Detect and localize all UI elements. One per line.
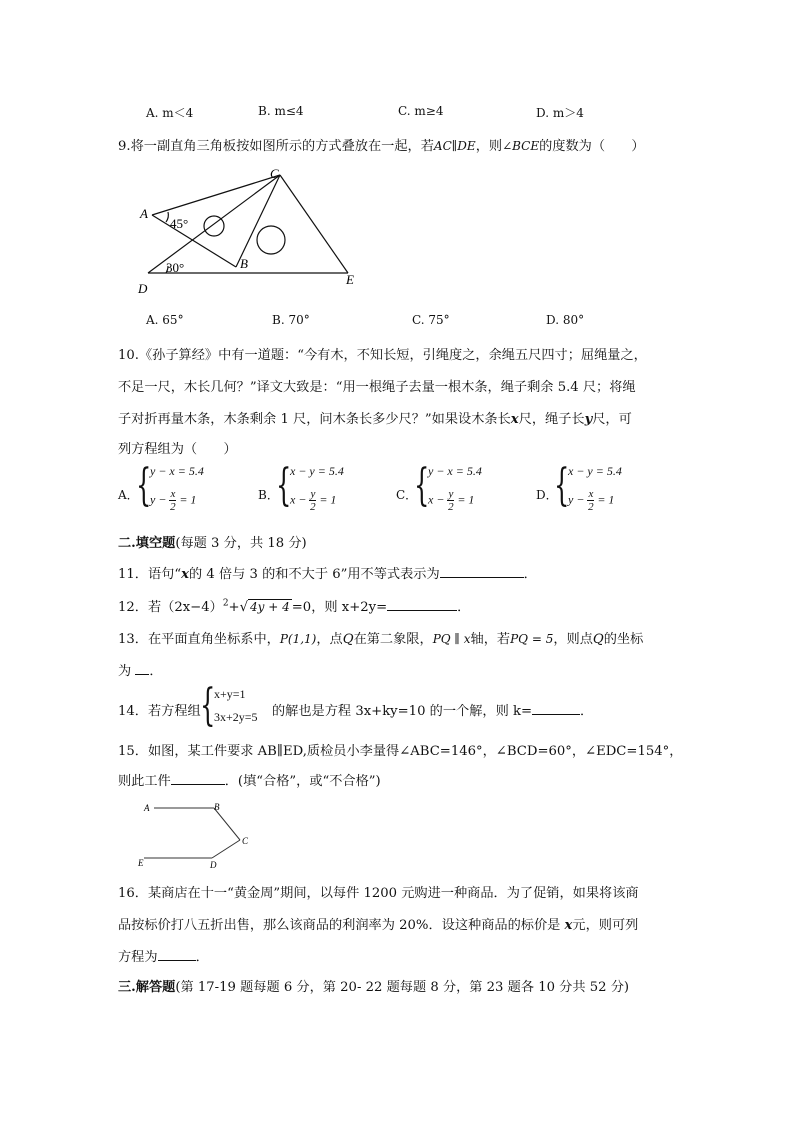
q9-option-d: D. 80°	[546, 313, 585, 327]
answer-blank[interactable]	[532, 702, 580, 715]
question-14-rest: 的解也是方程 3x+ky=10 的一个解，则 k= ．	[272, 704, 594, 719]
label-a: A	[144, 803, 150, 813]
label-c: C	[242, 836, 249, 846]
question-16-line2: 品按标价打八五折出售，那么该商品的利润率为 20%．设这种商品的标价是 x元，则可列	[118, 918, 639, 933]
question-12: 12．若$(2x-4)^2+√$ 4y + 4 =0，则 x+2y= ．	[118, 598, 471, 615]
brace: {	[554, 460, 570, 511]
label-c: C	[270, 166, 279, 181]
brace: {	[136, 460, 152, 511]
angle-30: 30°	[166, 260, 185, 275]
brace: {	[276, 460, 292, 511]
angle-45: 45°	[170, 216, 189, 231]
q10-option-b-label: B．	[258, 488, 279, 502]
question-15: 15．如图，某工件要求 AB∥ED,质检员小李量得∠ABC=146°，∠BCD=60°，∠EDC=154°，	[118, 744, 683, 759]
question-9: 9.将一副直角三角板按如图所示的方式叠放在一起，若AC∥DE，则∠BCE的度数为（ ）	[118, 139, 645, 154]
answer-blank[interactable]	[440, 565, 524, 578]
q8-option-b: B. m≤4	[258, 104, 304, 118]
question-16-line3: 方程为 ．	[118, 950, 209, 965]
brace: {	[200, 680, 216, 731]
question-15-line2: 则此工件 ．(填“合格”，或“不合格”)	[118, 774, 381, 789]
q9-option-a: A. 65°	[146, 313, 184, 327]
q14-eq2: 3x+2y=5	[214, 710, 258, 724]
q10-line1: 10.《孙子算经》中有一道题：“今有木，不知长短，引绳度之，余绳五尺四寸；屈绳量之，	[118, 348, 647, 363]
q10-b-eq2: x − $\frac{y}{2}$ = 1	[290, 488, 337, 513]
question-11: 11．语句“x的 4 倍与 3 的和不大于 6”用不等式表示为 ．	[118, 567, 537, 582]
question-13-line2: 为 ．	[118, 664, 163, 679]
section-3-heading: 三.解答题(第 17-19 题每题 6 分，第 20- 22 题每题 8 分，第 23 题各 10 分共 52 分)	[118, 980, 630, 995]
label-a: A	[140, 206, 148, 221]
label-d: D	[210, 860, 217, 870]
label-b: B	[214, 802, 220, 812]
q10-a-eq2: y − $\frac{x}{2}$ = 1	[150, 488, 197, 513]
section-2-heading: 二.填空题(每题 3 分，共 18 分)	[118, 536, 307, 551]
triangle-figure	[130, 160, 370, 300]
q8-option-a: A. m＜4	[146, 106, 194, 120]
q10-c-eq2: x − $\frac{y}{2}$ = 1	[428, 488, 475, 513]
q14-eq1: x+y=1	[214, 687, 246, 701]
q9-option-c: C. 75°	[412, 313, 450, 327]
q10-d-eq2: y − $\frac{x}{2}$ = 1	[568, 488, 615, 513]
q10-option-d-label: D．	[536, 488, 558, 502]
q10-options	[118, 462, 718, 522]
q10-c-eq1: y − x = 5.4	[428, 464, 482, 478]
question-14: 14．若方程组	[118, 704, 201, 719]
q8-option-d: D. m＞4	[536, 106, 584, 120]
q10-b-eq1: x − y = 5.4	[290, 464, 344, 478]
answer-blank[interactable]	[135, 662, 149, 675]
q10-line3: 子对折再量木条，木条剩余 1 尺，问木条长多少尺？”如果设木条长x尺，绳子长y尺，可	[118, 412, 632, 427]
label-e: E	[346, 272, 354, 287]
answer-blank[interactable]	[171, 772, 225, 785]
label-b: B	[240, 256, 248, 271]
q10-option-a-label: A．	[118, 488, 139, 502]
label-e: E	[138, 858, 144, 868]
answer-blank[interactable]	[387, 598, 457, 611]
workpiece-figure	[136, 798, 266, 870]
q10-a-eq1: y − x = 5.4	[150, 464, 204, 478]
question-13: 13．在平面直角坐标系中，P(1,1)，点Q在第二象限，PQ ∥ x轴，若PQ = 5，则点Q的坐标	[118, 632, 644, 647]
brace: {	[414, 460, 430, 511]
q10-line4: 列方程组为（ ）	[118, 442, 237, 457]
label-d: D	[138, 281, 148, 296]
q10-d-eq1: x − y = 5.4	[568, 464, 622, 478]
answer-blank[interactable]	[158, 948, 196, 961]
q10-line2: 不足一尺，木长几何？”译文大致是：“用一根绳子去量一根木条，绳子剩余 5.4 尺；将绳	[118, 380, 636, 395]
q10-option-c-label: C．	[396, 488, 418, 502]
q9-option-b: B. 70°	[272, 313, 310, 327]
question-16: 16．某商店在十一“黄金周”期间，以每件 1200 元购进一种商品．为了促销，如果将该商	[118, 886, 639, 901]
q8-option-c: C. m≥4	[398, 104, 444, 118]
